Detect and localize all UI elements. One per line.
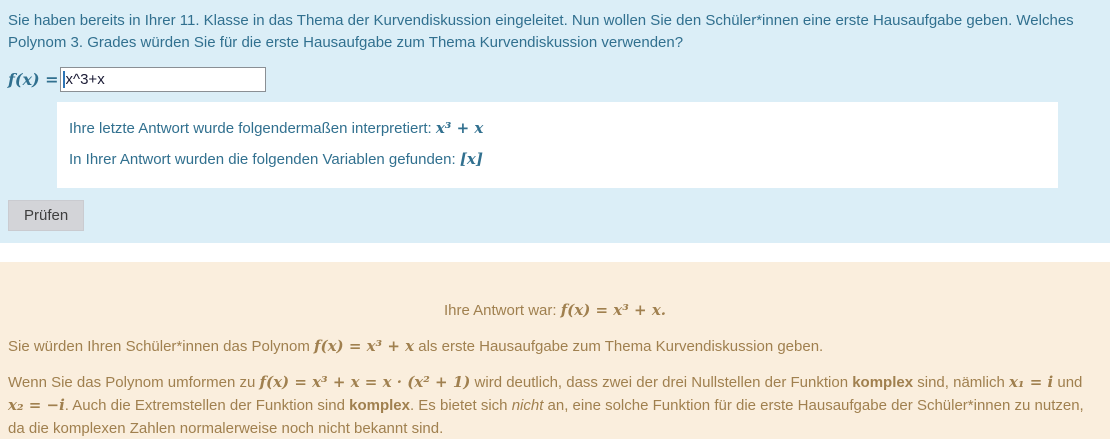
section-divider bbox=[0, 243, 1110, 262]
feedback-paragraph-2: Wenn Sie das Polynom umformen zu f(x) = x³ + x = x · (x² + 1) wird deutlich, dass zwei der drei Nullstellen der Funktion komplex sind, nämlich x₁ = i und x₂ = −i. Auch die Extremstellen der Funktion sind komplex. Es bietet sich nicht an, eine solche Funktion für die erste Hausaufgabe der Schüler*innen zu nutzen, da die komplexen Zahlen normalerweise noch nicht bekannt sind. bbox=[8, 373, 1084, 437]
answer-input-label: f(x) = bbox=[8, 70, 59, 89]
validation-variables-text: In Ihrer Antwort wurden die folgenden Variablen gefunden: bbox=[69, 151, 460, 168]
answer-input-row bbox=[8, 67, 1100, 92]
feedback-paragraph-1: Sie würden Ihren Schüler*innen das Polynom f(x) = x³ + x als erste Hausaufgabe zum Thema Kurvendiskussion geben. bbox=[8, 337, 824, 355]
validation-interpretation-math: x³ + x bbox=[435, 119, 484, 137]
answer-summary: Ihre Antwort war: f(x) = x³ + x. bbox=[443, 301, 667, 319]
validation-interpretation-text: Ihre letzte Antwort wurde folgendermaßen interpretiert: bbox=[69, 120, 436, 137]
validation-box bbox=[57, 102, 1058, 188]
text-cursor bbox=[63, 71, 65, 88]
validation-line-interpretation bbox=[69, 116, 1046, 141]
feedback-region bbox=[0, 262, 1110, 439]
check-button[interactable]: Prüfen bbox=[8, 200, 84, 231]
validation-variables-math: [x] bbox=[459, 150, 483, 168]
question-text: Sie haben bereits in Ihrer 11. Klasse in das Thema der Kurvendiskussion eingeleitet. Nun wollen Sie den Schüler*innen eine erste Hausaufgabe geben. Welches Polynom 3. Grades würden Sie für die erste Hausaufgabe zum Thema Kurvendiskussion verwenden? bbox=[8, 12, 1074, 51]
validation-line-variables bbox=[69, 147, 1046, 172]
answer-input-wrap bbox=[60, 67, 266, 92]
answer-input[interactable] bbox=[60, 67, 266, 92]
